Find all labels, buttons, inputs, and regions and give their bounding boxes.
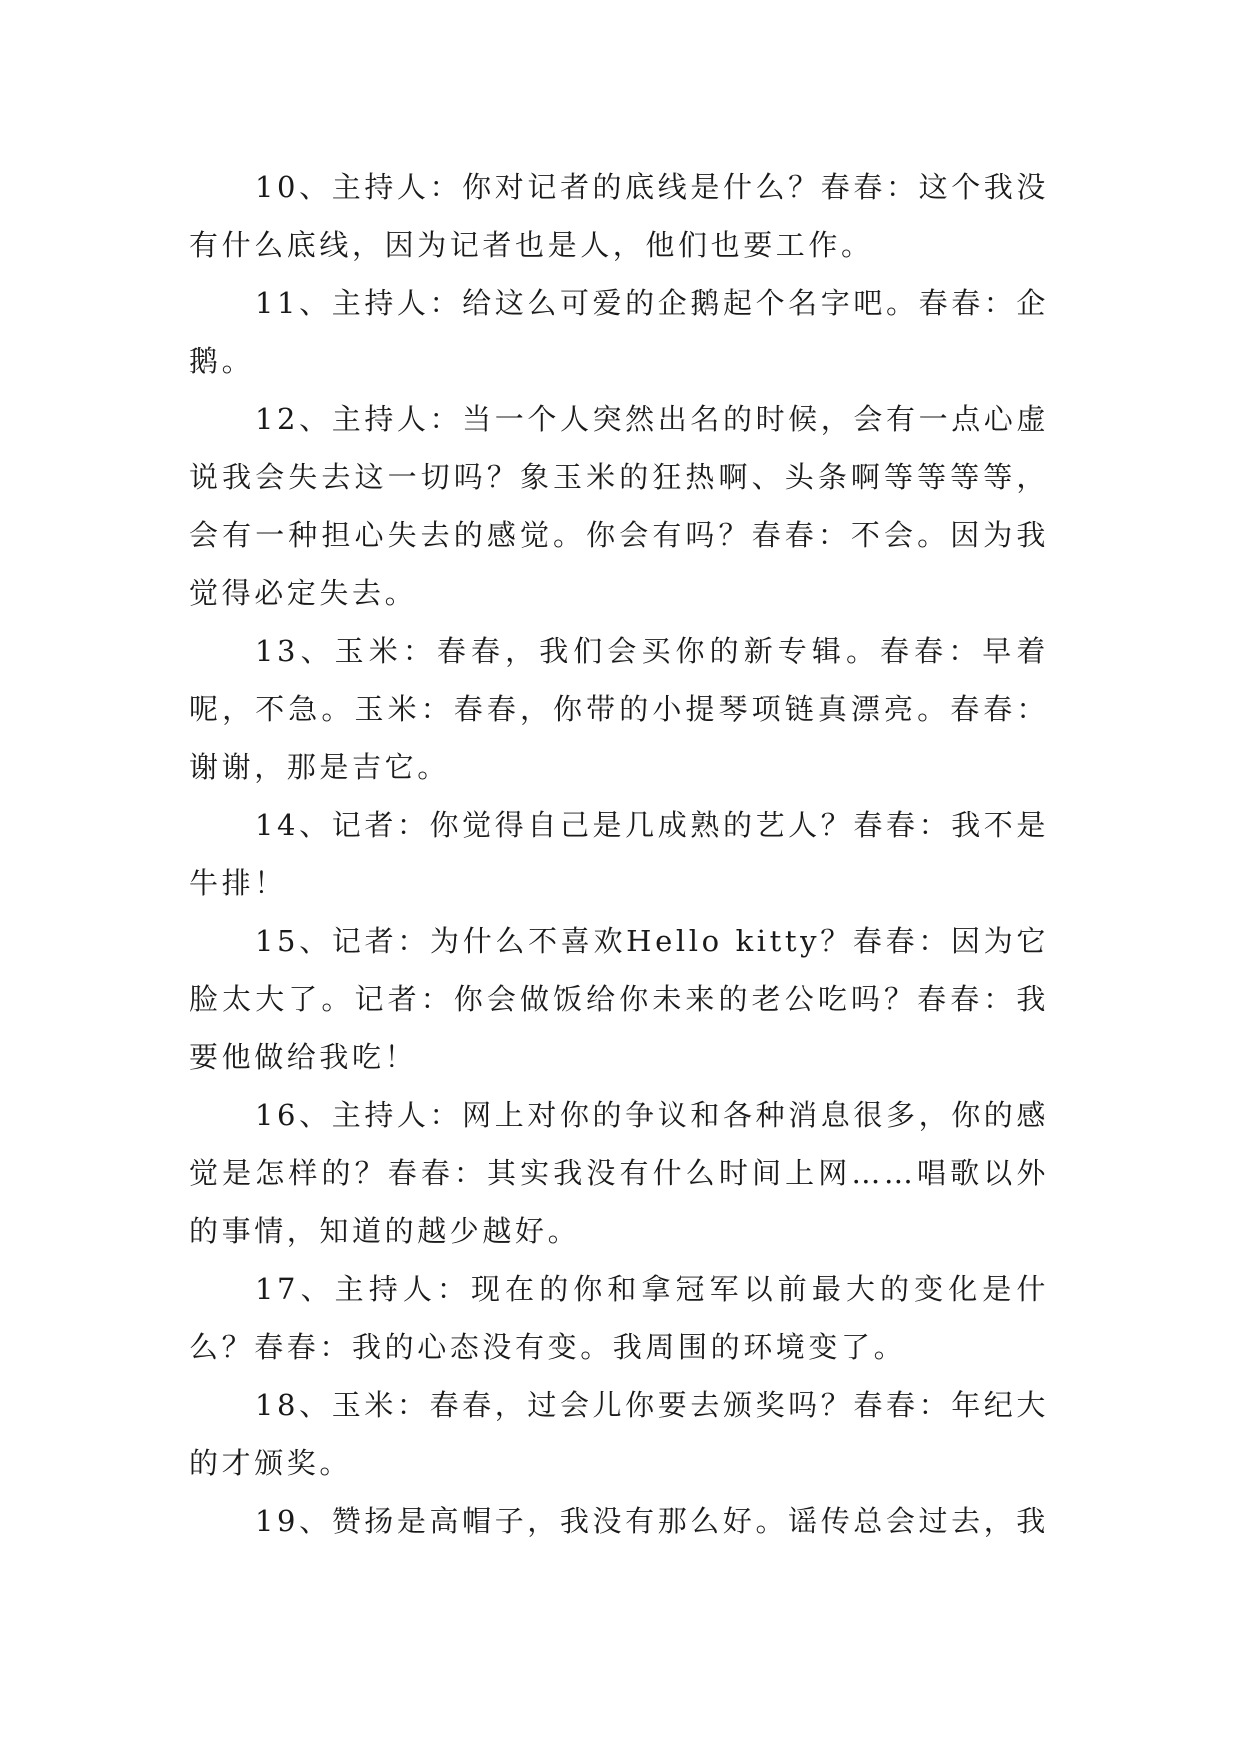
paragraph-10: 10、主持人：你对记者的底线是什么？春春：这个我没有什么底线，因为记者也是人，他们也要工作。 <box>189 170 1049 262</box>
paragraph-16: 16、主持人：网上对你的争议和各种消息很多，你的感觉是怎样的？春春：其实我没有什么时间上网……唱歌以外的事情，知道的越少越好。 <box>189 1098 1049 1248</box>
paragraph-15: 15、记者：为什么不喜欢Hello kitty？春春：因为它脸太大了。记者：你会做饭给你未来的老公吃吗？春春：我要他做给我吃！ <box>189 924 1049 1074</box>
paragraph-18: 18、玉米：春春，过会儿你要去颁奖吗？春春：年纪大的才颁奖。 <box>189 1388 1049 1480</box>
paragraph-19: 19、赞扬是高帽子，我没有那么好。谣传总会过去，我 <box>255 1504 1049 1538</box>
document-body <box>189 158 1049 1550</box>
paragraph-12: 12、主持人：当一个人突然出名的时候，会有一点心虚说我会失去这一切吗？象玉米的狂热啊、头条啊等等等等，会有一种担心失去的感觉。你会有吗？春春：不会。因为我觉得必定失去。 <box>189 402 1049 610</box>
paragraph-11: 11、主持人：给这么可爱的企鹅起个名字吧。春春：企鹅。 <box>189 286 1049 378</box>
paragraph-17: 17、主持人：现在的你和拿冠军以前最大的变化是什么？春春：我的心态没有变。我周围的环境变了。 <box>189 1272 1049 1364</box>
paragraph-14: 14、记者：你觉得自己是几成熟的艺人？春春：我不是牛排！ <box>189 808 1049 900</box>
paragraph-13: 13、玉米：春春，我们会买你的新专辑。春春：早着呢，不急。玉米：春春，你带的小提琴项链真漂亮。春春：谢谢，那是吉它。 <box>189 634 1049 784</box>
